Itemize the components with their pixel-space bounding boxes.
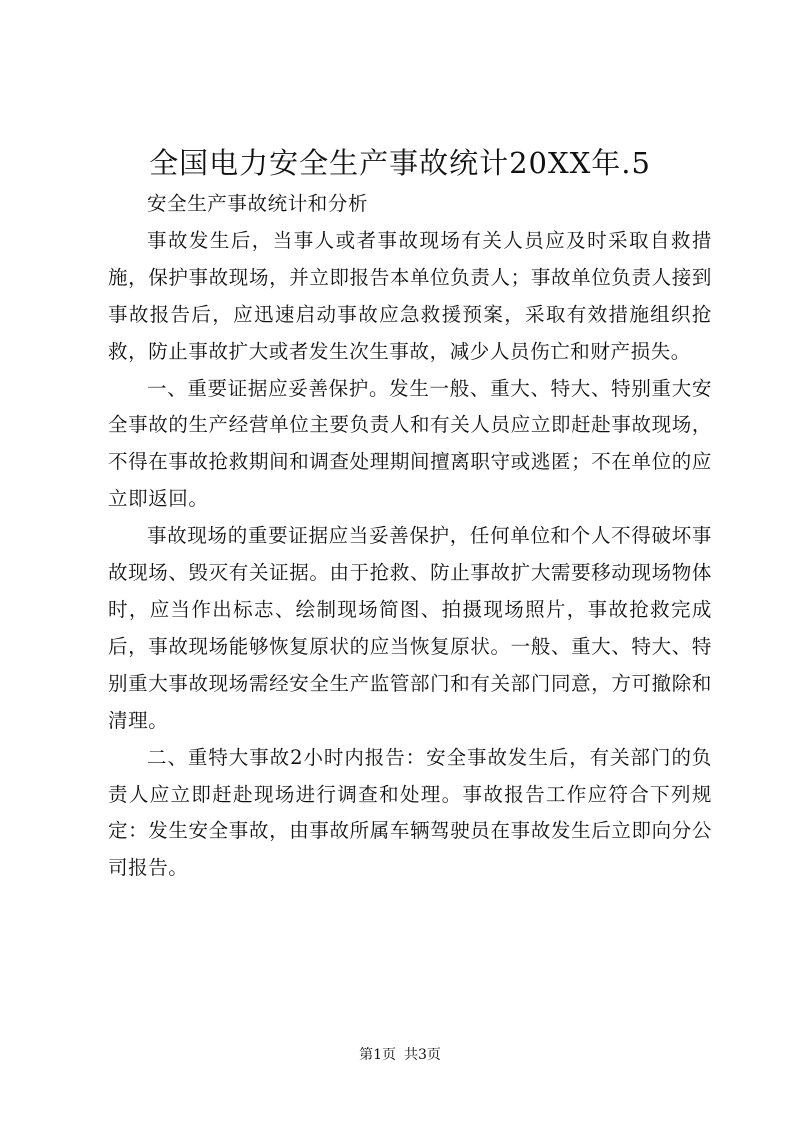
paragraph-evidence-protection: 一、重要证据应妥善保护。发生一般、重大、特大、特别重大安全事故的生产经营单位主要负责人和有关人员应立即赶赴事故现场，不得在事故抢救期间和调查处理期间擅离职守或逃匿；不在单位的应立即返回。 <box>108 376 712 511</box>
paragraph-scene-preservation: 事故现场的重要证据应当妥善保护，任何单位和个人不得破坏事故现场、毁灭有关证据。由于抢救、防止事故扩大需要移动现场物体时，应当作出标志、绘制现场简图、拍摄现场照片，事故抢救完成后，事故现场能够恢复原状的应当恢复原状。一般、重大、特大、特别重大事故现场需经安全生产监管部门和有关部门同意，方可撤除和清理。 <box>108 524 712 732</box>
paragraph-two-hour-report: 二、重特大事故2小时内报告：安全事故发生后，有关部门的负责人应立即赶赴现场进行调查和处理。事故报告工作应符合下列规定：发生安全事故，由事故所属车辆驾驶员在事故发生后立即向分公司报告。 <box>108 745 712 880</box>
page-footer <box>0 1045 800 1065</box>
document-title: 全国电力安全生产事故统计20XX年.5 <box>149 146 651 180</box>
paragraph-emergency-response: 事故发生后，当事人或者事故现场有关人员应及时采取自救措施，保护事故现场，并立即报告本单位负责人；事故单位负责人接到事故报告后，应迅速启动事故应急救援预案，采取有效措施组织抢救，防止事故扩大或者发生次生事故，减少人员伤亡和财产损失。 <box>108 228 712 363</box>
page-number: 第1页 <box>359 1047 396 1063</box>
page-total: 共3页 <box>404 1047 441 1063</box>
section-heading: 安全生产事故统计和分析 <box>147 192 369 215</box>
document-body <box>108 186 712 887</box>
